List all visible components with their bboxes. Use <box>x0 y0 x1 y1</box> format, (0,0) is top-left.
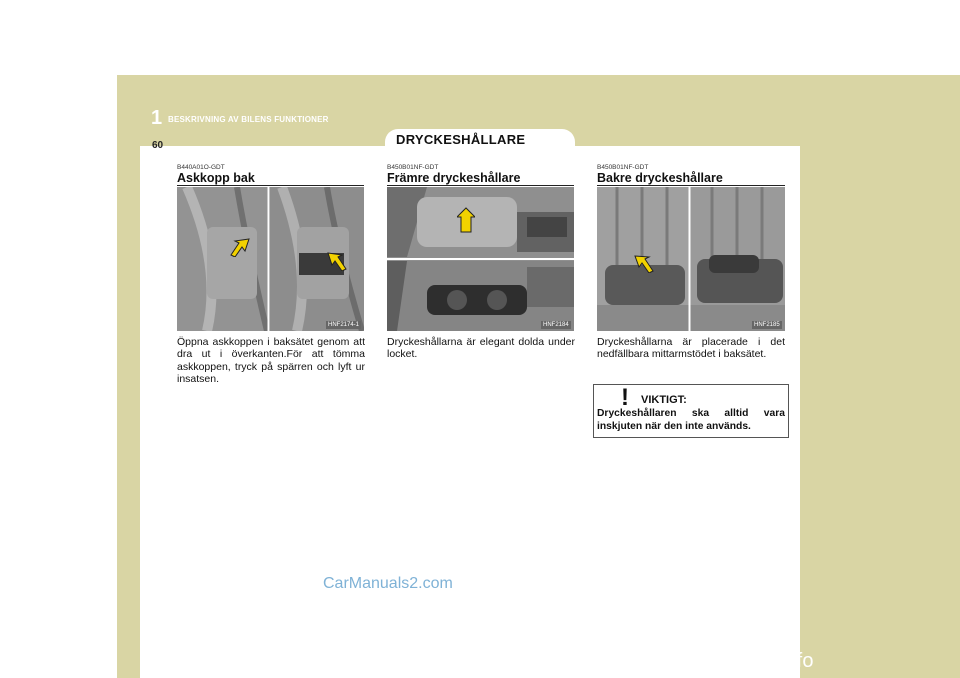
column-3-heading: Bakre dryckeshållare <box>597 171 723 185</box>
section-title: DRYCKESHÅLLARE <box>396 132 526 147</box>
chapter-number: 1 <box>151 107 163 129</box>
front-cupholder-photo <box>387 187 574 331</box>
column-3-image-label: HNF2185 <box>754 322 780 328</box>
arrow-icon <box>322 251 348 271</box>
column-3-rule <box>597 185 785 186</box>
column-2-heading: Främre dryckeshållare <box>387 171 521 185</box>
chapter-title: BESKRIVNING AV BILENS FUNKTIONER <box>168 115 329 124</box>
column-2-text: Dryckeshållarna är elegant dolda under locket. <box>387 336 575 361</box>
column-1-image-label: HNF2174-1 <box>328 322 360 328</box>
warning-text: Dryckeshållaren ska alltid vara inskjuten när den inte används. <box>597 408 785 432</box>
rear-cupholder-photo <box>597 187 785 331</box>
column-2-image-label: HNF2184 <box>543 322 569 328</box>
watermark-bottom[interactable]: carmanualsonline.info <box>613 650 814 672</box>
warning-icon: ! <box>621 384 629 411</box>
column-1-rule <box>177 185 364 186</box>
column-1-code: B440A01O-GDT <box>177 164 225 171</box>
arrow-icon <box>629 255 655 273</box>
column-3-code: B450B01NF-GDT <box>597 164 649 171</box>
ashtray-photo <box>177 187 364 331</box>
page-number: 60 <box>152 140 164 151</box>
column-2-code: B450B01NF-GDT <box>387 164 439 171</box>
watermark-top[interactable]: CarManuals2.com <box>323 575 453 592</box>
column-3-text: Dryckeshållarna är placerade i det nedfällbara mittarmstödet i baksätet. <box>597 336 785 361</box>
column-2-rule <box>387 185 574 186</box>
column-1-text: Öppna askkoppen i baksätet genom att dra ut i överkanten.För att tömma askkoppen, tryck på spärren och lyft ur insatsen. <box>177 336 365 385</box>
arrow-icon <box>229 237 255 257</box>
warning-title: VIKTIGT: <box>641 394 687 406</box>
column-1-heading: Askkopp bak <box>177 171 255 185</box>
arrow-icon <box>457 207 475 233</box>
